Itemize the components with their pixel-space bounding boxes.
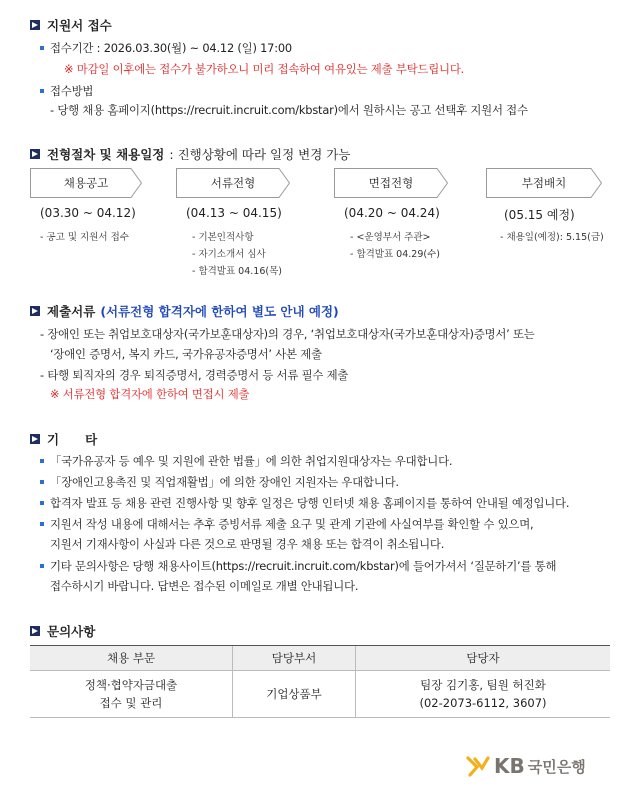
contact-table	[30, 645, 610, 718]
contact-line: (02-2073-6112, 3607)	[419, 696, 547, 710]
section-title-note: (서류전형 합격자에 한하여 별도 안내 예정)	[100, 304, 339, 319]
logo-name: 국민은행	[527, 757, 586, 776]
bullet-icon	[40, 480, 44, 484]
step-box	[176, 168, 290, 198]
section-arrow-icon	[30, 434, 40, 444]
bullet-icon	[40, 564, 44, 568]
section-title: 제출서류	[47, 304, 96, 319]
step-detail: - 채용일(예정): 5.15(금)	[500, 232, 604, 243]
step-detail: - 공고 및 지원서 접수	[40, 232, 129, 243]
step-label: 면접전형	[368, 176, 414, 190]
documents-line: - 장애인 또는 취업보호대상자(국가보훈대상자)의 경우, ‘취업보호대상자(국가보훈대상자)증명서’ 또는	[40, 327, 535, 341]
field-line: 정책·협약자금대출	[84, 678, 178, 692]
section-title: 기 타	[47, 432, 98, 447]
section-arrow-icon	[30, 306, 40, 316]
bullet-icon	[40, 89, 44, 93]
kb-star-icon	[466, 755, 490, 777]
section-documents-heading	[30, 302, 339, 320]
bullet-icon	[40, 522, 44, 526]
section-etc-heading	[30, 430, 97, 448]
section-inquiry-heading	[30, 622, 95, 640]
process-steps	[30, 168, 610, 198]
bullet-icon	[40, 501, 44, 505]
method-label: 접수방법	[50, 84, 94, 98]
table-row	[30, 671, 610, 718]
bullet-icon	[40, 46, 44, 50]
etc-item-text: 기타 문의사항은 당행 채용사이트(https://recruit.incruit.com/kbstar)에 들어가셔서 ‘질문하기’를 통해	[50, 559, 557, 573]
step-date: (05.15 예정)	[504, 208, 575, 222]
step-detail: - 합격발표 04.16(목)	[192, 266, 282, 277]
step-box	[486, 168, 602, 198]
application-method	[40, 83, 93, 99]
period-text: 접수기간 : 2026.03.30(월) ~ 04.12 (일) 17:00	[50, 41, 292, 55]
etc-item-continued: 지원서 기재사항이 사실과 다른 것으로 판명될 경우 채용 또는 합격이 취소됩니다.	[50, 537, 445, 551]
documents-line: - 타행 퇴직자의 경우 퇴직증명서, 경력증명서 등 서류 필수 제출	[40, 368, 349, 382]
etc-item-continued: 접수하시기 바랍니다. 답변은 접수된 이메일로 개별 안내됩니다.	[50, 579, 359, 593]
etc-item	[40, 558, 556, 574]
section-title: 지원서 접수	[47, 18, 112, 33]
section-note: : 진행상황에 따라 일정 변경 가능	[169, 147, 351, 162]
step-date: (04.13 ~ 04.15)	[186, 206, 282, 220]
step-detail: - <운영부서 주관>	[350, 232, 431, 243]
contact-cell	[356, 671, 611, 718]
method-detail: - 당행 채용 홈페이지(https://recruit.incruit.com/kbstar)에서 원하시는 공고 선택후 지원서 접수	[50, 103, 528, 117]
section-arrow-icon	[30, 626, 40, 636]
etc-item	[40, 474, 399, 490]
etc-item	[40, 516, 533, 532]
column-header: 담당자	[356, 646, 611, 671]
etc-item-text: 「장애인고용촉진 및 직업재활법」에 의한 장애인 지원자는 우대합니다.	[50, 475, 399, 489]
etc-item-text: 합격자 발표 등 채용 관련 진행사항 및 향후 일정은 당행 인터넷 채용 홈페이지를 통하여 안내될 예정입니다.	[50, 496, 570, 510]
section-arrow-icon	[30, 149, 40, 159]
step-label: 서류전형	[210, 176, 256, 190]
column-header: 채용 부문	[30, 646, 233, 671]
column-header: 담당부서	[233, 646, 356, 671]
step-label: 부점배치	[521, 176, 567, 190]
field-line: 접수 및 관리	[99, 696, 163, 710]
documents-line: ‘장애인 증명서, 복지 카드, 국가유공자증명서’ 사본 제출	[50, 347, 322, 361]
field-cell	[30, 671, 233, 718]
kb-logo	[466, 754, 586, 778]
etc-item-text: 지원서 작성 내용에 대해서는 추후 증빙서류 제출 요구 및 관계 기관에 사실여부를 확인할 수 있으며,	[50, 517, 534, 531]
dept-cell: 기업상품부	[233, 671, 356, 718]
documents-warning: ※ 서류전형 합격자에 한하여 면접시 제출	[50, 387, 250, 401]
section-arrow-icon	[30, 20, 40, 30]
section-title: 문의사항	[47, 624, 96, 639]
logo-mark: KB	[494, 754, 525, 778]
step-box	[334, 168, 448, 198]
step-detail: - 자기소개서 심사	[192, 249, 266, 260]
step-detail: - 기본인적사항	[192, 232, 254, 243]
section-application-heading	[30, 16, 112, 34]
step-box	[30, 168, 142, 198]
section-process-heading	[30, 145, 350, 163]
deadline-warning: ※ 마감일 이후에는 접수가 불가하오니 미리 접속하여 여유있는 제출 부탁드립니다.	[64, 62, 465, 76]
step-date: (03.30 ~ 04.12)	[40, 206, 136, 220]
etc-item-text: 「국가유공자 등 예우 및 지원에 관한 법률」에 의한 취업지원대상자는 우대합니다.	[50, 454, 453, 468]
bullet-icon	[40, 459, 44, 463]
step-date: (04.20 ~ 04.24)	[344, 206, 440, 220]
step-label: 채용공고	[63, 176, 109, 190]
section-title: 전형절차 및 채용일정	[47, 147, 165, 162]
application-period	[40, 40, 292, 56]
contact-line: 팀장 김기홍, 팀원 허진화	[420, 678, 546, 692]
etc-item	[40, 453, 452, 469]
etc-item	[40, 495, 569, 511]
step-detail: - 합격발표 04.29(수)	[350, 249, 440, 260]
table-header-row	[30, 646, 610, 671]
